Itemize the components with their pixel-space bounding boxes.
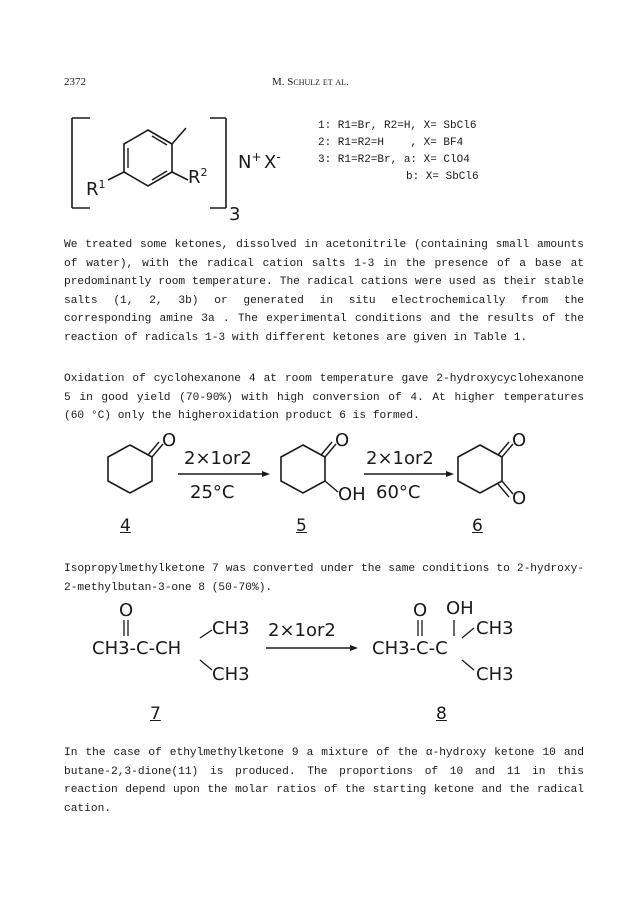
paragraph-intro: We treated some ketones, dissolved in acetonitrile (containing small amounts of water), with the radical cation salts 1-3 in the presence of a base at predominantly room temperature. The radical cations were used as their stable salts (1, 2, 3b) or generated in situ electrochemically from the corresponding amine 3a . The experimental conditions and the results of the reaction of radicals 1-3 with different ketones are given in Table 1. [64, 239, 584, 344]
running-author: M. Schulz et al. [272, 76, 349, 88]
scheme1-oh-5: OH [338, 484, 366, 505]
scheme2-o-right: O [413, 600, 428, 621]
compound-label-8: 8 [436, 704, 447, 724]
scheme2-main-right: CH3-C-C [372, 638, 448, 659]
scheme1-condition2: 60°C [376, 482, 421, 503]
scheme1-o-6a: O [512, 430, 527, 451]
scheme1-reagent2: 2×1or2 [366, 448, 434, 469]
paragraph-ethylmethyl: In the case of ethylmethylketone 9 a mixture of the α-hydroxy ketone 10 and butane-2,3-dione(11) is produced. The proportions of 10 and 11 in this reaction depend upon the molar ratios of the starting ketone and the radical cation. [64, 747, 584, 815]
legend-line: 1: R1=Br, R2=H, X= SbCl6 [318, 120, 477, 132]
scheme2-o-left: O [119, 600, 134, 621]
scheme1-o-4: O [162, 430, 177, 451]
paragraph-cyclohexanone: Oxidation of cyclohexanone 4 at room temperature gave 2-hydroxycyclohexanone 5 in good yield (70-90%) with high conversion of 4. At higher temperatures (60 °C) only the higheroxidation product 6 is formed. [64, 373, 584, 422]
anion-label: X- [264, 150, 281, 173]
paragraph-isopropyl: Isopropylmethylketone 7 was converted under the same conditions to 2-hydroxy-2-methylbutan-3-one 8 (50-70%). [64, 563, 584, 594]
legend-line: b: X= SbCl6 [406, 171, 479, 183]
substituent-r2: $R^2$ [188, 166, 208, 188]
compound-label-7: 7 [150, 704, 161, 724]
compound-label-6: 6 [472, 516, 483, 536]
scheme1-condition1: 25°C [190, 482, 235, 503]
page-number: 2372 [64, 76, 86, 88]
scheme1-o-6b: O [512, 488, 527, 509]
scheme1-o-5: O [335, 430, 350, 451]
cation-label: N+ [238, 150, 262, 173]
legend-line: 3: R1=R2=Br, a: X= ClO4 [318, 154, 470, 166]
compound-legend [318, 118, 479, 186]
scheme2-ch3-bottom-left: CH3 [212, 664, 250, 685]
legend-line: 2: R1=R2=H , X= BF4 [318, 137, 464, 149]
scheme2-ch3-top-left: CH3 [212, 618, 250, 639]
scheme2-reagent: 2×1or2 [268, 620, 336, 641]
bracket-subscript: 3 [229, 204, 241, 225]
compound-label-5: 5 [296, 516, 307, 536]
scheme2-main-left: CH3-C-CH [92, 638, 182, 659]
scheme2-ch3-bottom-right: CH3 [476, 664, 514, 685]
scheme2-oh-right: OH [446, 598, 474, 619]
scheme1-reagent1: 2×1or2 [184, 448, 252, 469]
scheme2-ch3-top-right: CH3 [476, 618, 514, 639]
substituent-r1: $R^1$ [86, 178, 106, 200]
compound-label-4: 4 [120, 516, 131, 536]
